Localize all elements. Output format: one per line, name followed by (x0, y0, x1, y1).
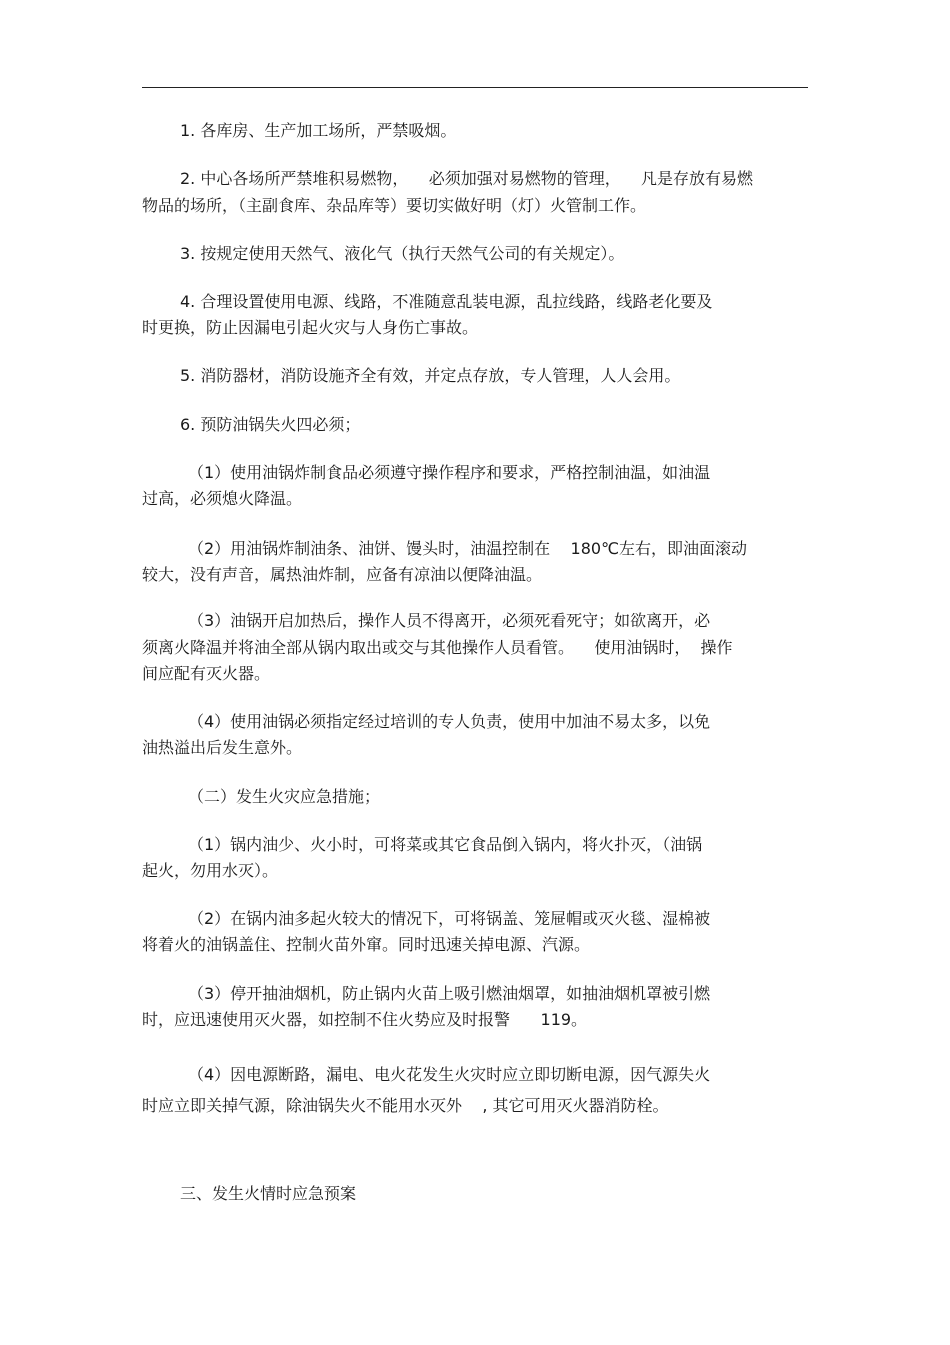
subitem-4-line-1: （4）使用油锅必须指定经过培训的专人负责，使用中加油不易太多，以免 (188, 712, 711, 731)
subitem-2-line-1: （2）用油锅炸制油条、油饼、馒头时，油温控制在 180℃左右，即油面滚动 (188, 539, 748, 558)
subitem-1-line-1: （1）使用油锅炸制食品必须遵守操作程序和要求，严格控制油温，如油温 (188, 463, 711, 482)
section-3-heading: 三、发生火情时应急预案 (180, 1184, 357, 1203)
paragraph-1-line-1: 1. 各库房、生产加工场所，严禁吸烟。 (180, 121, 457, 140)
subitem-3-line-2: 须离火降温并将油全部从锅内取出或交与其他操作人员看管。 使用油锅时， 操作 (142, 638, 733, 657)
paragraph-4-line-1: 4. 合理设置使用电源、线路，不准随意乱装电源，乱拉线路，线路老化要及 (180, 292, 713, 311)
paragraph-5-line-1: 5. 消防器材，消防设施齐全有效，并定点存放，专人管理，人人会用。 (180, 366, 681, 385)
paragraph-3-line-1: 3. 按规定使用天然气、液化气（执行天然气公司的有关规定）。 (180, 244, 625, 263)
measure-1-line-1: （1）锅内油少、火小时，可将菜或其它食品倒入锅内，将火扑灭，（油锅 (188, 835, 703, 854)
subitem-1-line-2: 过高，必须熄火降温。 (142, 489, 303, 508)
measure-4-line-1: （4）因电源断路，漏电、电火花发生火灾时应立即切断电源，因气源失火 (188, 1065, 711, 1084)
measure-1-line-2: 起火，勿用水灭）。 (142, 861, 279, 880)
subitem-3-line-1: （3）油锅开启加热后，操作人员不得离开，必须死看死守；如欲离开，必 (188, 611, 711, 630)
measure-4-line-2: 时应立即关掉气源，除油锅失火不能用水灭外 , 其它可用灭火器消防栓。 (142, 1096, 669, 1115)
paragraph-2-line-2: 物品的场所，（主副食库、杂品库等）要切实做好明（灯）火管制工作。 (142, 196, 647, 215)
paragraph-4-line-2: 时更换，防止因漏电引起火灾与人身伤亡事故。 (142, 318, 479, 337)
paragraph-6-line-1: 6. 预防油锅失火四必须； (180, 415, 361, 434)
measure-2-line-2: 将着火的油锅盖住、控制火苗外窜。同时迅速关掉电源、汽源。 (142, 935, 591, 954)
measure-2-line-1: （2）在锅内油多起火较大的情况下，可将锅盖、笼屉帽或灭火毯、湿棉被 (188, 909, 711, 928)
paragraph-2-line-1: 2. 中心各场所严禁堆积易燃物， 必须加强对易燃物的管理， 凡是存放有易燃 (180, 169, 754, 188)
section-2-heading: （二）发生火灾应急措施； (188, 787, 381, 806)
header-rule (142, 87, 808, 88)
subitem-2-line-2: 较大，没有声音，属热油炸制，应备有凉油以便降油温。 (142, 565, 543, 584)
measure-3-line-1: （3）停开抽油烟机，防止锅内火苗上吸引燃油烟罩，如抽油烟机罩被引燃 (188, 984, 711, 1003)
subitem-4-line-2: 油热溢出后发生意外。 (142, 738, 303, 757)
subitem-3-line-3: 间应配有灭火器。 (142, 664, 271, 683)
measure-3-line-2: 时，应迅速使用灭火器，如控制不住火势应及时报警 119。 (142, 1010, 588, 1029)
